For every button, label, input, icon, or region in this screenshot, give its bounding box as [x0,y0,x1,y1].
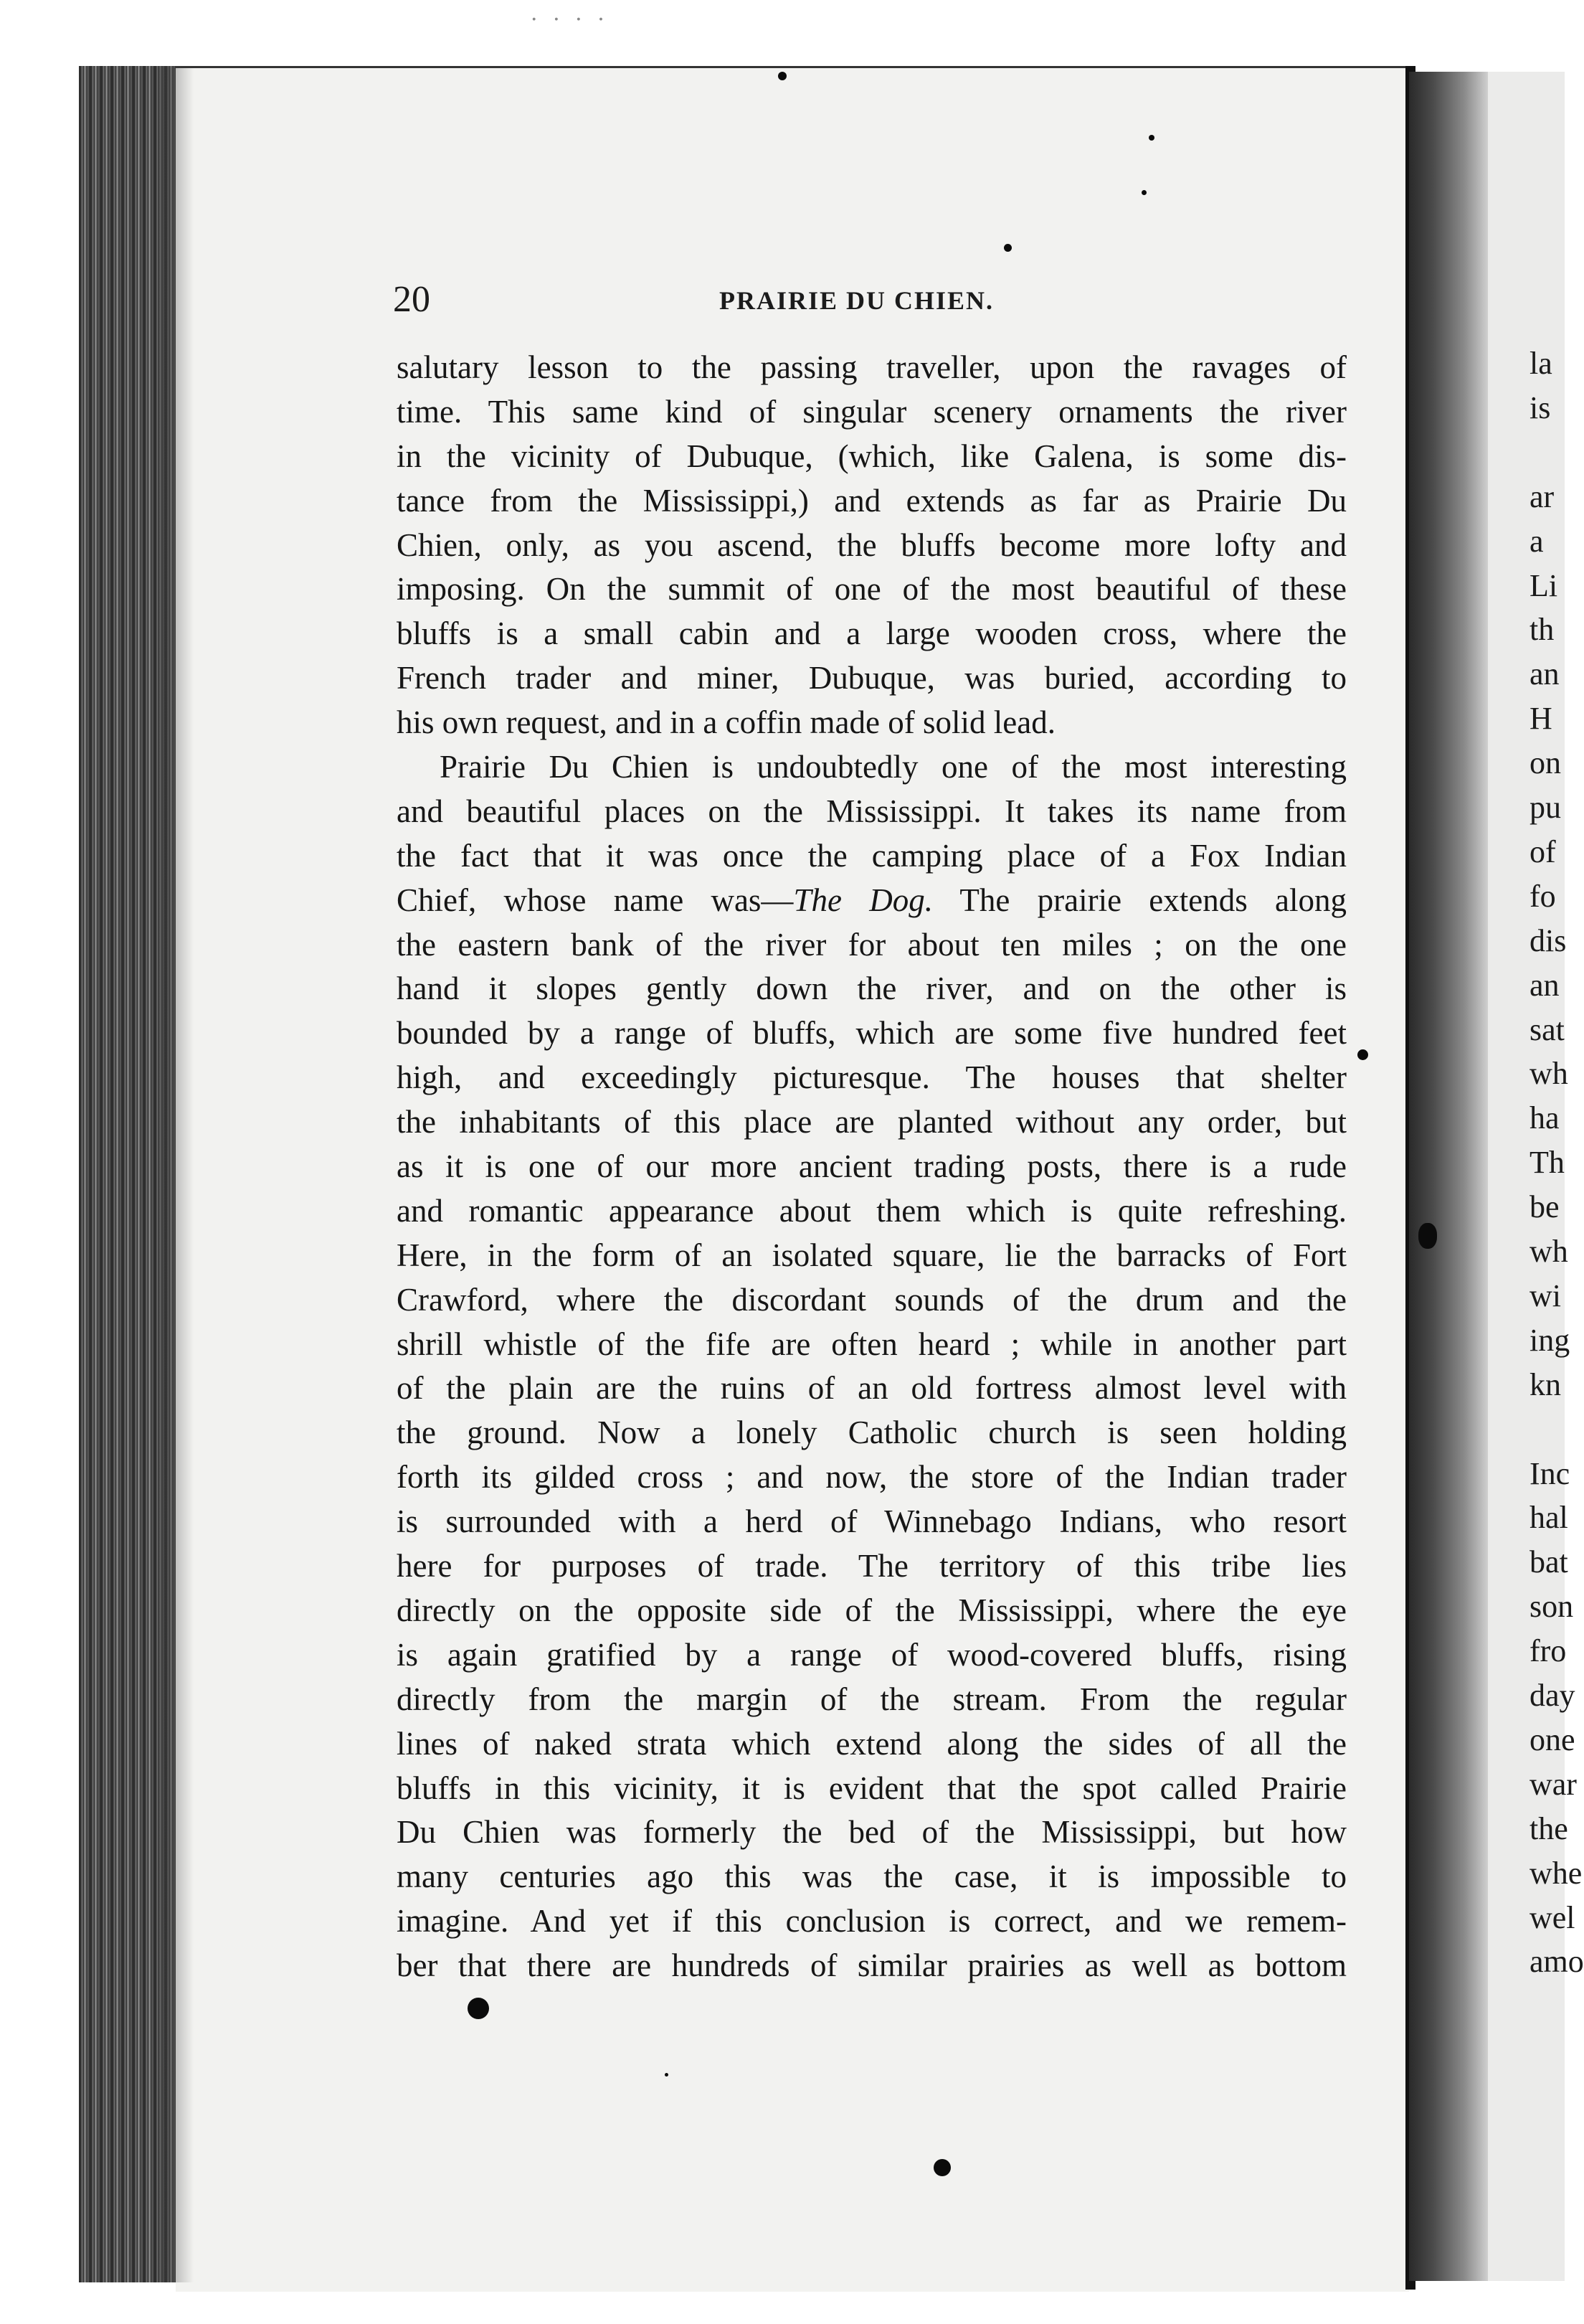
text-line: French trader and miner, Dubuque, was buried, according to [397,660,1347,696]
text-line: is surrounded with a herd of Winnebago Indians, who resort [397,1503,1347,1540]
facing-page-fragment: Inc [1530,1455,1570,1491]
text-line: hand it slopes gently down the river, and on the other is [397,970,1347,1007]
facing-page-fragment: fro [1530,1633,1567,1669]
text-line: forth its gilded cross ; and now, the store of the Indian trader [397,1459,1347,1496]
text-line: here for purposes of trade. The territory of this tribe lies [397,1548,1347,1584]
text-line: of the plain are the ruins of an old fortress almost level with [397,1370,1347,1407]
text-line: directly from the margin of the stream. From the regular [397,1681,1347,1717]
text-line: directly on the opposite side of the Mississippi, where the eye [397,1592,1347,1628]
page-header [393,278,1354,329]
ink-speck [1149,135,1154,141]
facing-page-fragment: be [1530,1189,1560,1225]
text-line: as it is one of our more ancient trading posts, there is a rude [397,1148,1347,1185]
body-text [397,346,1347,1988]
facing-page-fragment: on [1530,745,1561,781]
facing-page-fragment: Th [1530,1145,1565,1181]
text-line: his own request, and in a coffin made of solid lead. [397,704,1056,741]
text-line: the eastern bank of the river for about ten miles ; on the one [397,926,1347,963]
facing-page-fragment: H [1530,701,1552,737]
text-line: Here, in the form of an isolated square, lie the barracks of Fort [397,1237,1347,1273]
text-line: imagine. And yet if this conclusion is correct, and we remem- [397,1903,1347,1940]
text-line: bluffs in this vicinity, it is evident that the spot called Prairie [397,1770,1347,1806]
facing-page-fragment: wel [1530,1899,1575,1935]
text-line: Crawford, where the discordant sounds of the drum and the [397,1281,1347,1318]
text-line: shrill whistle of the fife are often heard ; while in another part [397,1326,1347,1362]
facing-page-fragment: la [1530,346,1552,381]
text-line: and beautiful places on the Mississippi. It takes its name from [397,793,1347,829]
ink-speck [934,2159,951,2176]
text-line: Chien, only, as you ascend, the bluffs become more lofty and [397,526,1347,563]
text-line: Prairie Du Chien is undoubtedly one of the most interesting [440,749,1347,785]
text-line: lines of naked strata which extend along the sides of all the [397,1725,1347,1762]
ink-speck [1418,1223,1437,1249]
running-head: PRAIRIE DU CHIEN. [719,286,995,315]
text-line: many centuries ago this was the case, it is impossible to [397,1858,1347,1895]
facing-page-fragment: day [1530,1678,1575,1713]
text-line: the fact that it was once the camping place of a Fox Indian [397,837,1347,874]
facing-page-fragment: whe [1530,1855,1583,1891]
text-line: Chief, whose name was—The Dog. The prairie extends along [397,882,1347,918]
facing-page-fragment: an [1530,967,1560,1003]
facing-page-fragment: ar [1530,478,1555,514]
page-number: 20 [393,279,430,320]
facing-page-edge [1488,72,1584,2281]
page-fold-shadow [1409,72,1488,2281]
facing-page-fragment: son [1530,1589,1574,1625]
facing-page-fragment: of [1530,833,1556,869]
gutter-shadow [158,66,194,2282]
facing-page-fragment: pu [1530,790,1561,825]
facing-page-fragment: one [1530,1721,1575,1757]
facing-page-fragment: th [1530,612,1555,648]
facing-page-fragment: an [1530,656,1560,692]
text-line: and romantic appearance about them which is quite refreshing. [397,1192,1347,1229]
text-line: the inhabitants of this place are planted without any order, but [397,1104,1347,1140]
text-line: imposing. On the summit of one of the most beautiful of these [397,571,1347,608]
text-line: in the vicinity of Dubuque, (which, like Galena, is some dis- [397,438,1347,474]
facing-page-fragment: wh [1530,1234,1568,1269]
facing-page-fragment: sat [1530,1011,1565,1047]
ink-speck [468,1998,489,2019]
ink-speck [665,2073,668,2077]
facing-page-fragment: Li [1530,567,1558,603]
facing-page-fragment: kn [1530,1366,1561,1402]
facing-page-fragment: is [1530,389,1551,425]
text-line: Du Chien was formerly the bed of the Mississippi, but how [397,1814,1347,1851]
text-line: ber that there are hundreds of similar prairies as well as bottom [397,1947,1347,1984]
text-line: high, and exceedingly picturesque. The houses that shelter [397,1059,1347,1096]
facing-page-fragment: a [1530,523,1544,559]
facing-page-fragment: hal [1530,1500,1568,1536]
facing-page-fragment: war [1530,1766,1577,1802]
facing-page-fragment: bat [1530,1544,1568,1580]
text-line: is again gratified by a range of wood-covered bluffs, rising [397,1636,1347,1673]
facing-page-fragment: ing [1530,1322,1570,1358]
facing-page-fragment: fo [1530,878,1556,914]
facing-page-fragment: dis [1530,922,1567,958]
ink-speck [1357,1049,1368,1060]
text-line: bounded by a range of bluffs, which are some five hundred feet [397,1015,1347,1052]
facing-page-fragment: the [1530,1810,1568,1846]
ink-speck [778,72,787,80]
top-edge-marks: · · · · [531,7,609,32]
facing-page-fragment: amo [1530,1944,1584,1980]
ink-speck [1004,244,1012,252]
text-line: the ground. Now a lonely Catholic church is seen holding [397,1414,1347,1451]
text-line: time. This same kind of singular scenery ornaments the river [397,393,1347,430]
text-line: tance from the Mississippi,) and extends as far as Prairie Du [397,482,1347,519]
facing-page-fragment: wh [1530,1056,1568,1092]
ink-speck [1142,190,1147,195]
text-line: salutary lesson to the passing traveller, upon the ravages of [397,349,1347,385]
text-line: bluffs is a small cabin and a large wooden cross, where the [397,615,1347,652]
facing-page-fragment: wi [1530,1277,1561,1313]
facing-page-fragment: ha [1530,1100,1560,1136]
